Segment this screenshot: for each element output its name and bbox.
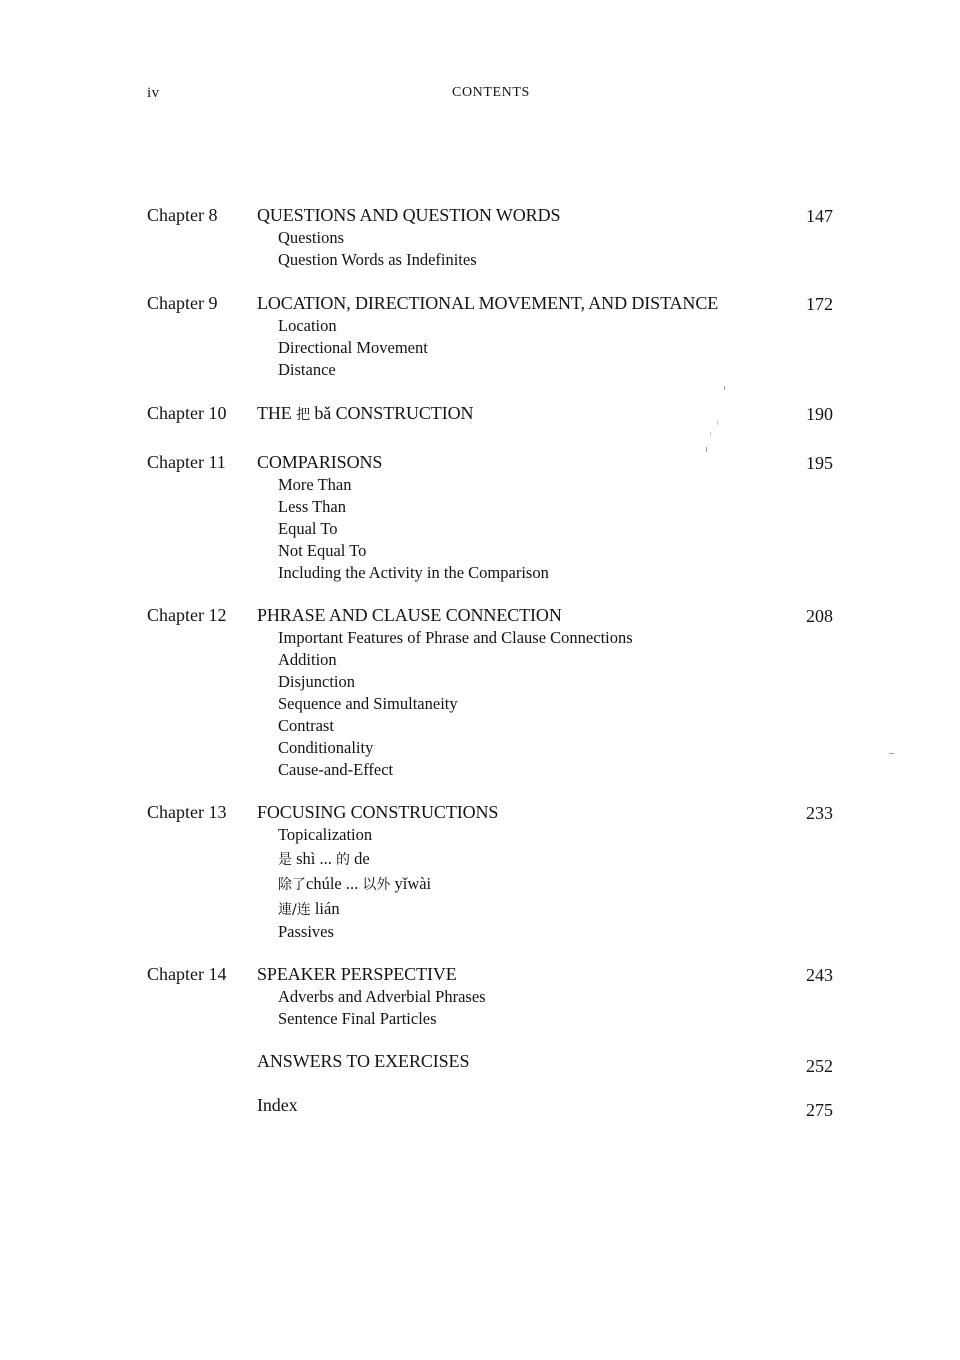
section-item: Passives <box>278 922 334 941</box>
scan-speck <box>706 447 707 452</box>
hanzi-text: 的 <box>336 852 351 868</box>
section-item: Distance <box>278 360 336 379</box>
page-ref: 195 <box>806 453 833 473</box>
section-item: Cause-and-Effect <box>278 760 394 779</box>
chapter-title: PHRASE AND CLAUSE CONNECTION <box>257 605 562 625</box>
page-number: iv <box>147 85 160 101</box>
section-list <box>278 824 431 943</box>
chapter-title: FOCUSING CONSTRUCTIONS <box>257 802 499 822</box>
section-list <box>278 986 486 1030</box>
scan-speck <box>710 432 711 436</box>
page-ref: 147 <box>806 206 833 226</box>
chapter-title: SPEAKER PERSPECTIVE <box>257 964 457 984</box>
section-item-lian <box>278 896 431 921</box>
section-item: Disjunction <box>278 672 355 691</box>
chapter-label: Chapter 14 <box>147 964 227 984</box>
section-item: Contrast <box>278 716 334 735</box>
section-item: Including the Activity in the Comparison <box>278 563 549 582</box>
pinyin-text: lián <box>310 899 340 918</box>
section-item: Less Than <box>278 497 346 516</box>
page-ref: 252 <box>806 1056 833 1076</box>
scan-speck <box>889 753 894 754</box>
section-item-chule-yiwai <box>278 871 431 896</box>
page-ref: 190 <box>806 404 833 424</box>
section-list <box>278 627 633 781</box>
chapter-title: LOCATION, DIRECTIONAL MOVEMENT, AND DISTANCE <box>257 293 719 313</box>
section-item: Sentence Final Particles <box>278 1009 437 1028</box>
section-item: Important Features of Phrase and Clause Connections <box>278 628 633 647</box>
hanzi-text: 是 <box>278 852 292 868</box>
pinyin-text: yǐwài <box>390 874 432 893</box>
chapter-label: Chapter 10 <box>147 403 227 423</box>
running-head: CONTENTS <box>452 85 530 100</box>
chapter-title <box>257 403 473 424</box>
scan-speck <box>724 386 725 390</box>
section-list <box>278 315 428 381</box>
section-item: Topicalization <box>278 825 373 844</box>
section-item: Questions <box>278 228 344 247</box>
section-item: Sequence and Simultaneity <box>278 694 458 713</box>
section-item: Equal To <box>278 519 338 538</box>
page-ref: 172 <box>806 294 833 314</box>
section-item: Question Words as Indefinites <box>278 250 477 269</box>
chapter-label: Chapter 8 <box>147 205 218 225</box>
hanzi-text: 以外 <box>362 877 391 893</box>
section-item: Location <box>278 316 337 335</box>
section-item: Addition <box>278 650 337 669</box>
section-title: Index <box>257 1095 298 1115</box>
hanzi-text: 除了 <box>278 877 306 893</box>
chapter-title: QUESTIONS AND QUESTION WORDS <box>257 205 561 225</box>
pinyin-text: de <box>350 849 370 868</box>
title-text: bǎ CONSTRUCTION <box>310 403 474 423</box>
pinyin-text: shì ... <box>292 849 337 868</box>
section-list <box>278 474 549 584</box>
page-ref: 233 <box>806 803 833 823</box>
page-ref: 243 <box>806 965 833 985</box>
hanzi-text: 連/连 <box>278 902 311 918</box>
section-item: Adverbs and Adverbial Phrases <box>278 987 486 1006</box>
hanzi-text: 把 <box>296 407 310 423</box>
section-item: Directional Movement <box>278 338 428 357</box>
page-ref: 208 <box>806 606 833 626</box>
chapter-label: Chapter 12 <box>147 605 227 625</box>
pinyin-text: chúle ... <box>306 874 363 893</box>
section-item: Not Equal To <box>278 541 367 560</box>
section-item: Conditionality <box>278 738 374 757</box>
scan-speck <box>717 420 718 425</box>
section-item: More Than <box>278 475 352 494</box>
section-item-shi-de <box>278 846 431 871</box>
chapter-label: Chapter 11 <box>147 452 226 472</box>
section-list <box>278 227 477 271</box>
section-title: ANSWERS TO EXERCISES <box>257 1051 470 1071</box>
chapter-label: Chapter 9 <box>147 293 218 313</box>
chapter-title: COMPARISONS <box>257 452 383 472</box>
page-ref: 275 <box>806 1100 833 1120</box>
chapter-label: Chapter 13 <box>147 802 227 822</box>
title-text: THE <box>257 403 297 423</box>
